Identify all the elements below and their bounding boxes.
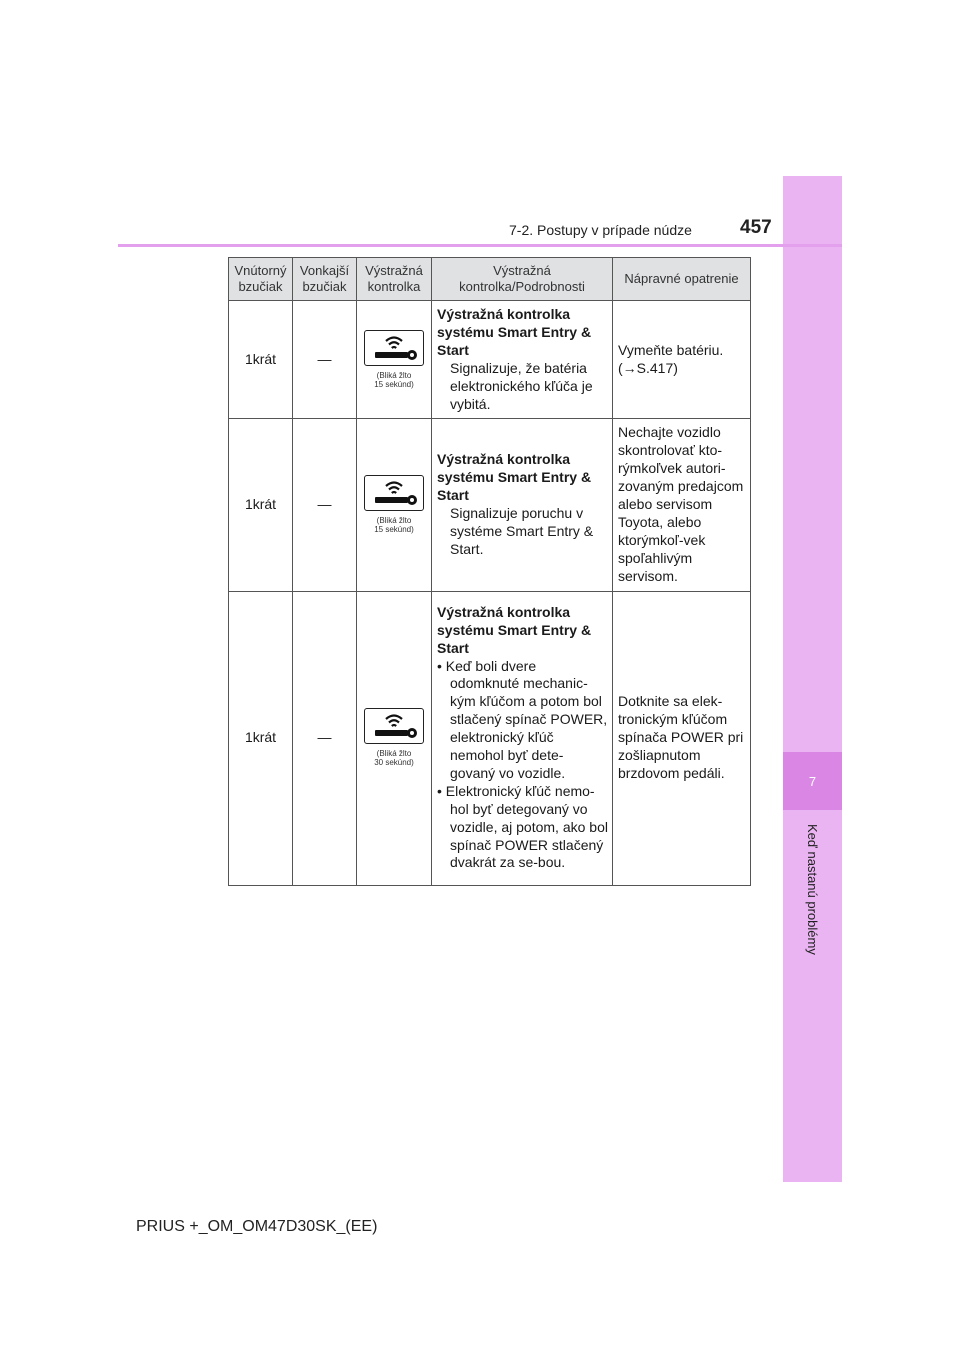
caption-line: (Bliká žlto (376, 370, 412, 380)
col-header-action: Nápravné opatrenie (613, 258, 751, 301)
caption-line: 15 sekúnd) (374, 525, 414, 535)
table-row (229, 591, 751, 885)
warning-light-caption (357, 517, 431, 535)
chapter-title-label (783, 816, 842, 986)
detail-bullet: • Keď boli dvere odomknuté mechanic-kým kľúčom a potom bol stlačený spínač POWER, elektronický kľúč nemohol byť dete-govaný vo vozidle. (437, 657, 608, 781)
warning-light-cell (357, 419, 432, 591)
chapter-number-box (783, 752, 842, 810)
warning-light-cell (357, 591, 432, 885)
chapter-number: 7 (808, 773, 817, 789)
internal-buzzer-cell: 1krát (229, 591, 293, 885)
col-header-internal-buzzer: Vnútorný bzučiak (229, 258, 293, 301)
detail-text: Signalizuje, že batéria elektronického kľúča je vybitá. (450, 359, 593, 412)
warning-light-caption (357, 750, 431, 768)
detail-title: Výstražná kontrolka systému Smart Entry & Start (437, 603, 592, 656)
col-header-warning-light: Výstražná kontrolka (357, 258, 432, 301)
warning-light-cell (357, 301, 432, 419)
col-header-external-buzzer: Vonkajší bzučiak (293, 258, 357, 301)
warning-table (228, 257, 751, 886)
smart-key-warning-icon (364, 475, 424, 511)
detail-text: Signalizuje poruchu v systéme Smart Entry & Start. (450, 505, 594, 557)
action-cell: Dotknite sa elek-tronickým kľúčom spínača POWER pri zošliapnutom brzdovom pedáli. (613, 591, 751, 885)
table-row (229, 419, 751, 591)
details-cell (432, 419, 613, 591)
warning-light-caption (357, 372, 431, 390)
page-number: 457 (740, 217, 772, 238)
detail-bullet: • Elektronický kľúč nemo-hol byť detegovaný vo vozidle, aj potom, ako bol spínač POWER stlačený dvakrát za se-bou. (437, 782, 608, 871)
chapter-title: Keď nastanú problémy (805, 824, 820, 955)
internal-buzzer-cell: 1krát (229, 301, 293, 419)
internal-buzzer-cell: 1krát (229, 419, 293, 591)
header-divider (118, 244, 842, 247)
caption-line: (Bliká žlto (376, 749, 412, 759)
chapter-side-tab (783, 176, 842, 1182)
smart-key-warning-icon (364, 330, 424, 366)
details-cell (432, 591, 613, 885)
detail-title: Výstražná kontrolka systému Smart Entry & Start (437, 451, 592, 504)
action-cell: Nechajte vozidlo skontrolovať kto-rýmkoľvek autori-zovaným predajcom alebo servisom Toyota, alebo ktorýmkoľ-vek spoľahlivým servisom. (613, 419, 751, 591)
smart-key-warning-icon (364, 708, 424, 744)
external-buzzer-cell: — (293, 419, 357, 591)
external-buzzer-cell: — (293, 301, 357, 419)
section-title: 7-2. Postupy v prípade núdze (509, 222, 692, 238)
external-buzzer-cell: — (293, 591, 357, 885)
caption-line: 30 sekúnd) (374, 758, 414, 768)
table-header-row (229, 258, 751, 301)
footer-model-code: PRIUS +_OM_OM47D30SK_(EE) (136, 1218, 378, 1235)
col-header-details: Výstražná kontrolka/Podrobnosti (432, 258, 613, 301)
detail-title: Výstražná kontrolka systému Smart Entry & Start (437, 306, 592, 358)
caption-line: (Bliká žlto (376, 516, 412, 526)
action-cell: Vymeňte batériu. (→S.417) (613, 301, 751, 419)
table-row (229, 301, 751, 419)
details-cell (432, 301, 613, 419)
caption-line: 15 sekúnd) (374, 379, 414, 389)
